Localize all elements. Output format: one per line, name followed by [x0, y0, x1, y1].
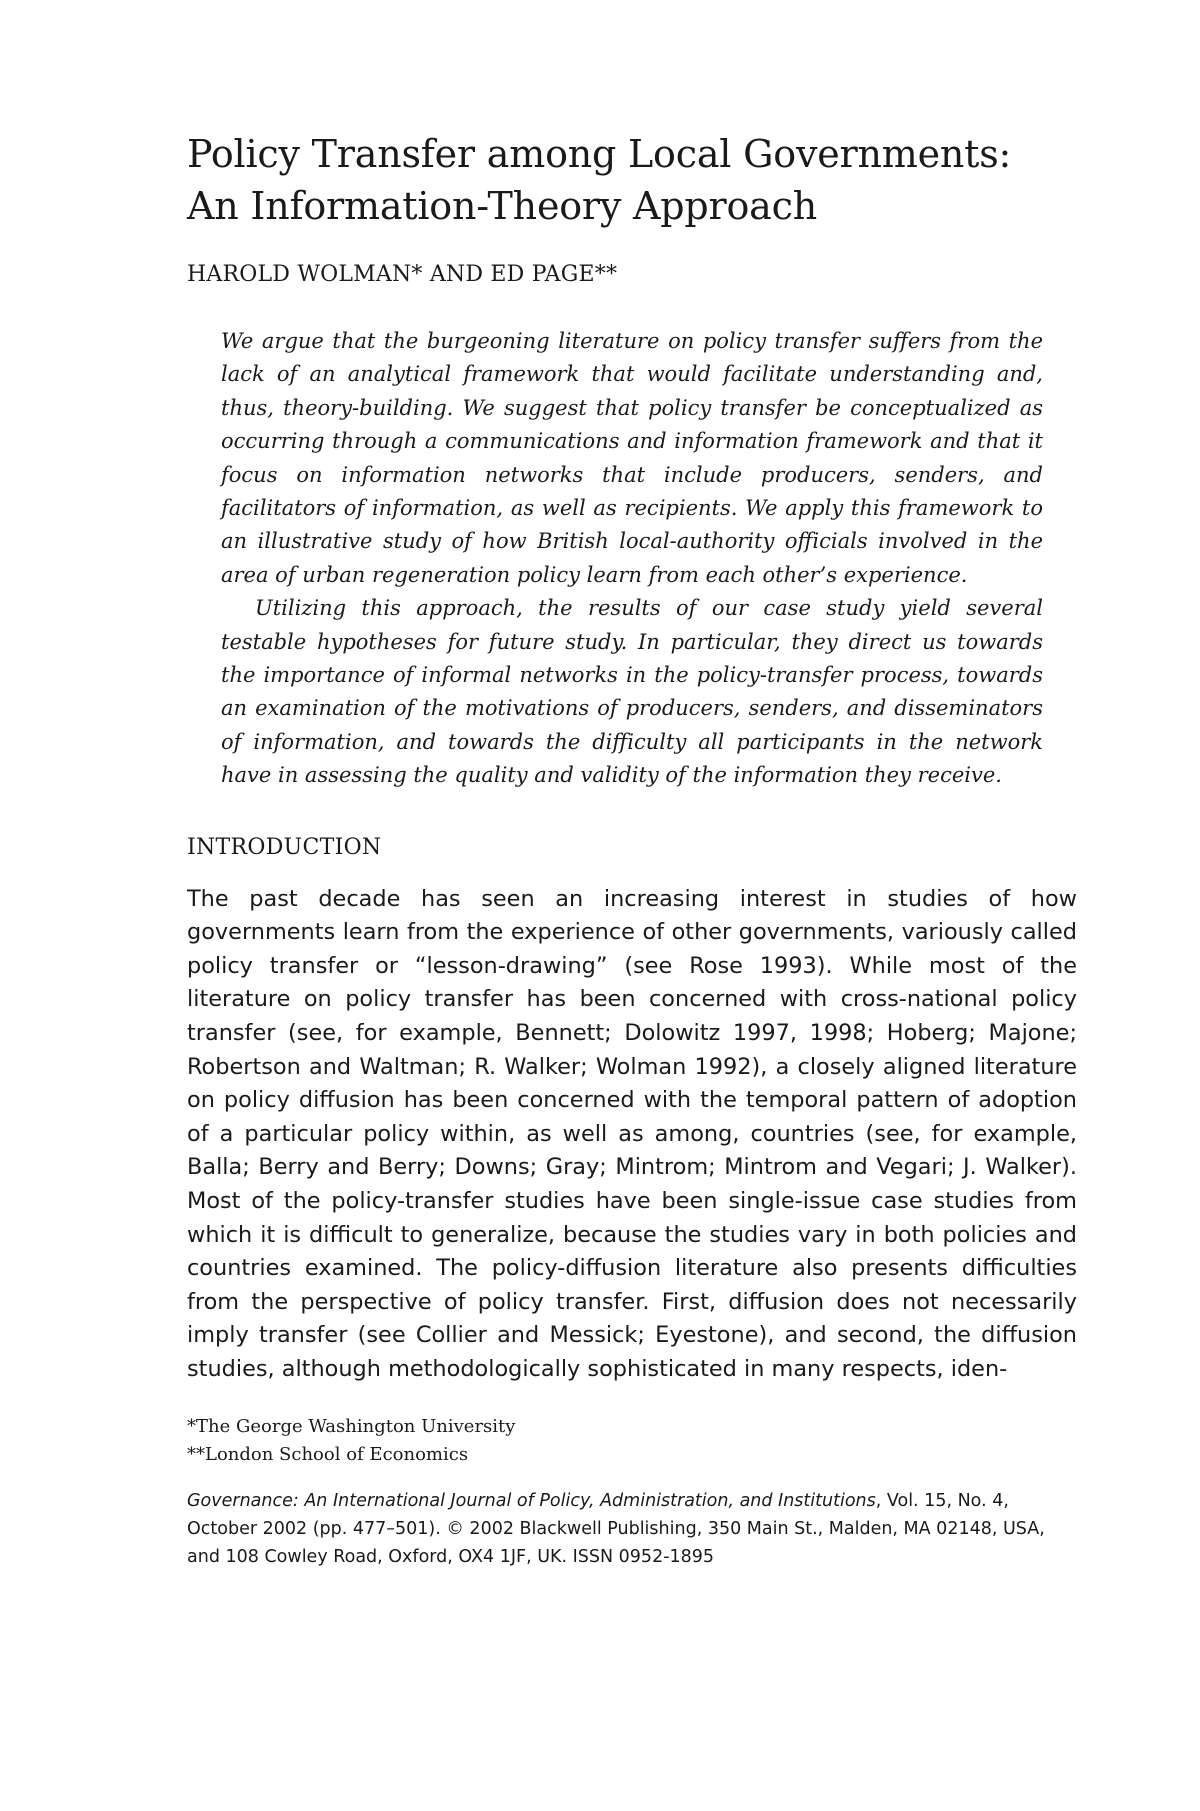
article-page — [187, 128, 1077, 1571]
journal-name: Governance: An International Journal of Policy, Administration, and Institutions — [187, 1490, 876, 1511]
author-list: HAROLD WOLMAN* AND ED PAGE** — [187, 262, 618, 287]
abstract-paragraph-1: We argue that the burgeoning literature on policy transfer suffers from the lack of an analytical framework that would facilitate understanding and, thus, theory-building. We suggest that policy transfer be conceptualized as occurring through a communications and information framework and that it focus on information networks that include producers, senders, and facilitators of information, as well as recipients. We apply this framework to an illustrative study of how British local-authority officials involved in the area of urban regeneration policy learn from each other’s experience. — [221, 329, 1043, 587]
article-title-line-1: Policy Transfer among Local Governments: — [187, 132, 1012, 176]
citation-details: , Vol. 15, No. 4, October 2002 (pp. 477–501). © 2002 Blackwell Publishing, 350 Main St., Malden, MA 02148, USA, and 108 Cowley Road, Oxford, OX4 1JF, UK. ISSN 0952-1895 — [187, 1490, 1045, 1567]
journal-citation — [187, 1487, 1077, 1571]
introduction-body — [187, 883, 1077, 1387]
author-affiliations — [187, 1413, 1077, 1469]
abstract-paragraph-2: Utilizing this approach, the results of our case study yield several testable hypotheses for future study. In particular, they direct us towards the importance of informal networks in the policy-transfer process, towards an examination of the motivations of producers, senders, and disseminators of information, and towards the difficulty all participants in the network have in assessing the quality and validity of the information they receive. — [221, 596, 1043, 788]
introduction-paragraph-1: The past decade has seen an increasing interest in studies of how governments learn from the experience of other governments, variously called policy transfer or “lesson-drawing” (see Rose 1993). While most of the literature on policy transfer has been concerned with cross-national policy transfer (see, for example, Bennett; Dolowitz 1997, 1998; Hoberg; Majone; Robertson and Waltman; R. Walker; Wolman 1992), a closely aligned literature on policy diffusion has been concerned with the temporal pattern of adoption of a particular policy within, as well as among, countries (see, for example, Balla; Berry and Berry; Downs; Gray; Mintrom; Mintrom and Vegari; J. Walker). Most of the policy-transfer studies have been single-issue case studies from which it is difficult to generalize, because the studies vary in both policies and countries examined. The policy-diffusion literature also presents difficulties from the perspective of policy transfer. First, diffusion does not necessarily imply transfer (see Collier and Messick; Eyestone), and second, the diffusion studies, although methodologically sophisticated in many respects, iden- — [187, 885, 1077, 1382]
abstract — [221, 325, 1043, 793]
article-title — [187, 128, 1077, 232]
affiliation-footnote-1: *The George Washington University — [187, 1415, 516, 1437]
affiliation-footnote-2: **London School of Economics — [187, 1443, 469, 1465]
section-heading-introduction: INTRODUCTION — [187, 834, 382, 860]
article-title-line-2: An Information-Theory Approach — [187, 184, 817, 228]
